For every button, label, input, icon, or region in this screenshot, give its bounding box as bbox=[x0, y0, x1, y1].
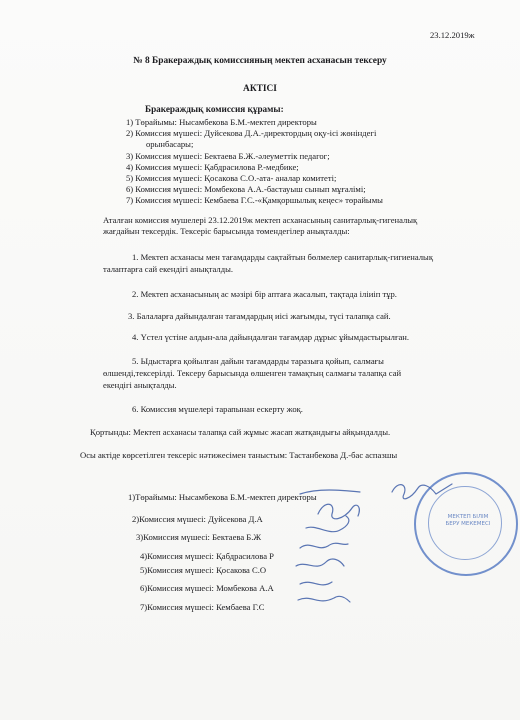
finding-3: 3. Балаларға дайындалған тағамдардың иісі жағымды, түсі талапқа сай. bbox=[128, 311, 391, 321]
member-3: 3) Комиссия мүшесі: Бектаева Б.Ж.-әлеуметтік педагог; bbox=[126, 151, 330, 161]
member-2-continuation: орынбасары; bbox=[146, 139, 194, 149]
finding-4: 4. Үстел үстіне алдын-ала дайындалған тағамдар дұрыс ұйымдастырылған. bbox=[132, 332, 410, 342]
intro-line-1: Аталған комиссия мушелері 23.12.2019ж мектеп асханасының санитарлық-гигеналық bbox=[103, 215, 418, 225]
signature-line-6: 6)Комиссия мүшесі: Момбекова А.А bbox=[140, 583, 274, 593]
signature-line-1: 1)Төрайымы: Нысамбекова Б.М.-мектеп директоры bbox=[128, 492, 317, 502]
finding-5-line-1: 5. Ыдыстарға қойылған дайын тағамдарды таразыға қойып, салмағы bbox=[132, 356, 384, 366]
finding-6: 6. Комиссия мүшелері тарапынан ескерту жоқ. bbox=[132, 404, 303, 414]
member-2: 2) Комиссия мүшесі: Дуйсекова Д.А.-директордың оқу-ісі жөніндегі bbox=[126, 128, 377, 138]
finding-5-line-3: екендігі анықталды. bbox=[103, 380, 177, 390]
signature-line-3: 3)Комиссия мүшесі: Бектаева Б.Ж bbox=[136, 532, 262, 542]
commission-heading: Бракераждық комиссия құрамы: bbox=[145, 104, 284, 114]
intro-line-2: жағдайын тексердік. Тексеріс барысында төмендегілер анықталды: bbox=[103, 226, 350, 236]
finding-2: 2. Мектеп асханасының ас мәзірі бір аптаға жасалып, тақтада іліиіп тұр. bbox=[132, 289, 397, 299]
document-title: № 8 Бракераждық комиссияның мектеп асханасын тексеру bbox=[133, 56, 387, 66]
acquainted-line: Осы актіде көрсетілген тексеріс нәтижесімен таныстым: Тастанбекова Д.-бас аспазшы bbox=[80, 450, 398, 460]
finding-5-line-2: өлшенді,тексерілді. Тексеру барысында өлшенген тамақтың салмағы талапқа сай bbox=[103, 368, 402, 378]
finding-1-line-1: 1. Мектеп асханасы мен тағамдарды сақтайтын бөлмелер санитарлық-гигиеналық bbox=[132, 252, 433, 262]
official-seal-icon: МЕКТЕП БІЛІМ БЕРУ МЕКЕМЕСІ bbox=[414, 472, 518, 576]
signature-line-5: 5)Комиссия мүшесі: Қосакова С.О bbox=[140, 565, 267, 575]
signature-line-2: 2)Комиссия мүшесі: Дуйсекова Д.А bbox=[132, 514, 263, 524]
document-subtitle: АКТІСІ bbox=[243, 84, 277, 94]
signature-line-4: 4)Комиссия мүшесі: Қабдрасилова Р bbox=[140, 551, 274, 561]
member-6: 6) Комиссия мүшесі: Момбекова А.А.-бастауыш сынып мұғалімі; bbox=[126, 184, 366, 194]
member-5: 5) Комиссия мүшесі: Қосакова С.О.-ата- аналар комитеті; bbox=[126, 173, 337, 183]
document-date: 23.12.2019ж bbox=[430, 30, 475, 40]
member-4: 4) Комиссия мүшесі: Қабдрасилова Р.-медбике; bbox=[126, 162, 299, 172]
member-7: 7) Комиссия мүшесі: Кембаева Г.С.-«Қамқоршылық кеңес» төрайымы bbox=[126, 195, 383, 205]
signature-line-7: 7)Комиссия мүшесі: Кембаева Г.С bbox=[140, 602, 265, 612]
conclusion: Қортынды: Мектеп асханасы талапқа сай жұмыс жасап жатқандығы айқындалды. bbox=[90, 427, 391, 437]
finding-1-line-2: талаптарға сай екендігі анықталды. bbox=[103, 264, 233, 274]
member-1: 1) Төрайымы: Нысамбекова Б.М.-мектеп директоры bbox=[126, 117, 317, 127]
